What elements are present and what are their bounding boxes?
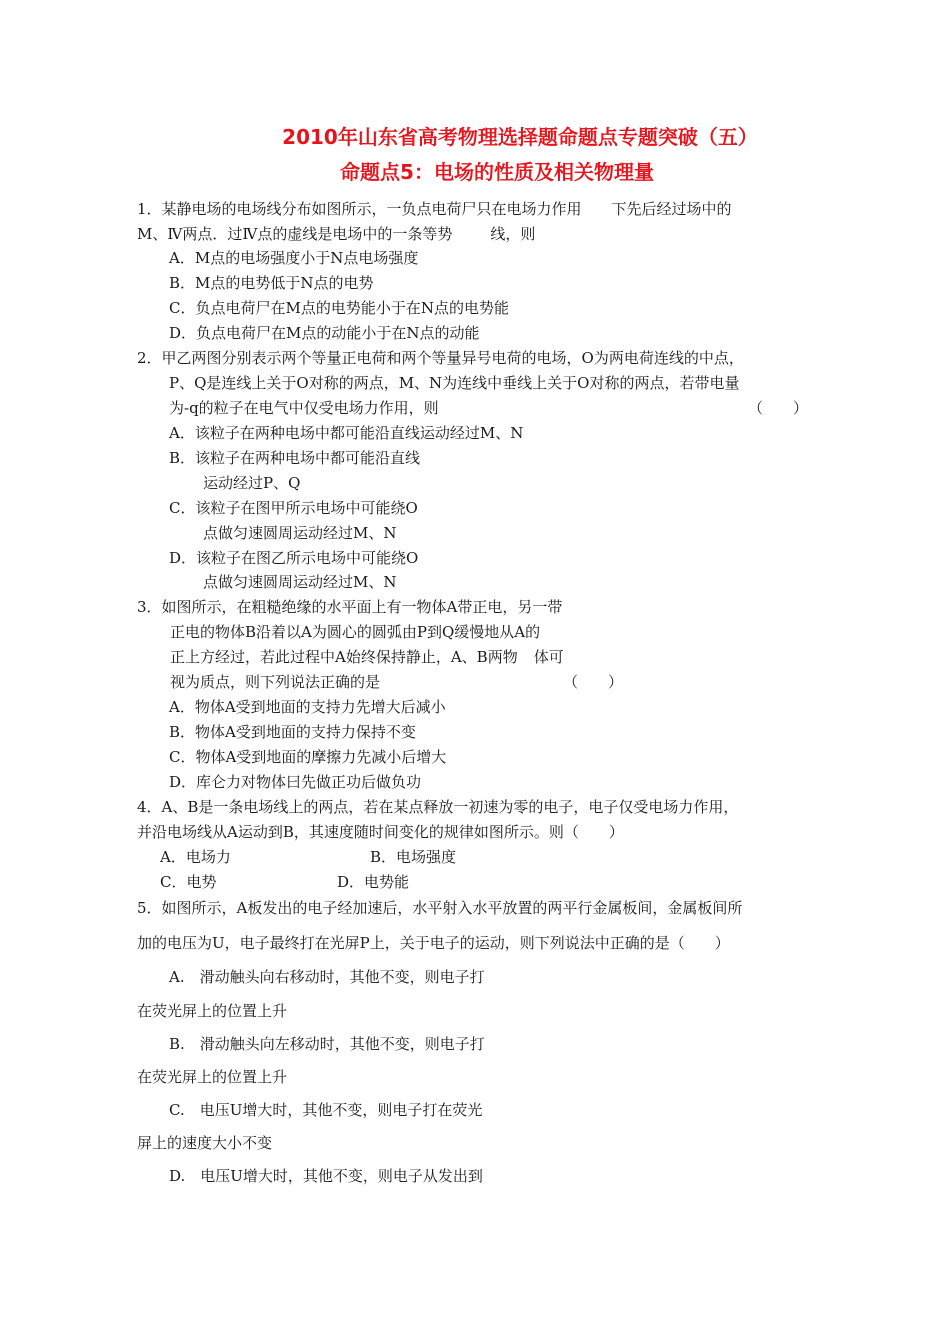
q4-option-a: A．电场力 — [160, 848, 231, 866]
q1-stem-part: 下先后经过场中的 — [611, 200, 732, 218]
q1-option-b: B．M点的电势低于N点的电势 — [169, 274, 374, 292]
q3-stem-line-4: 视为质点，则下列说法正确的是 — [170, 673, 381, 691]
page-subtitle: 命题点5：电场的性质及相关物理量 — [340, 160, 654, 184]
q2-option-a: A．该粒子在两种电场中都可能沿直线运动经过M、N — [169, 424, 524, 442]
q5-option-b-cont: 在荧光屏上的位置上升 — [137, 1068, 288, 1086]
page-title: 2010年山东省高考物理选择题命题点专题突破（五） — [282, 125, 758, 149]
q3-option-a: A．物体A受到地面的支持力先增大后减小 — [169, 698, 446, 716]
q1-option-a: A．M点的电场强度小于N点电场强度 — [169, 249, 419, 267]
q3-stem-line-2: 正电的物体B沿着以A为圆心的圆弧由P到Q缓慢地从A的 — [170, 623, 541, 641]
q3-stem-line-3 — [170, 647, 564, 667]
q5-option-b: B. 滑动触头向左移动时，其他不变，则电子打 — [169, 1035, 485, 1053]
q5-stem-line-1: 5．如图所示，A板发出的电子经加速后，水平射入水平放置的两平行金属板间，金属板间所 — [137, 899, 743, 917]
q3-option-c: C．物体A受到地面的摩擦力先减小后增大 — [169, 748, 447, 766]
q5-stem-line-2: 加的电压为U，电子最终打在光屏P上，关于电子的运动，则下列说法中正确的是（ ） — [137, 934, 730, 952]
q3-option-b: B．物体A受到地面的支持力保持不变 — [169, 723, 416, 741]
q2-stem-line-1: 2．甲乙两图分别表示两个等量正电荷和两个等量异号电荷的电场，O为两电荷连线的中点， — [137, 349, 744, 367]
q5-option-c-cont: 屏上的速度大小不变 — [137, 1134, 273, 1152]
q2-option-b-cont: 运动经过P、Q — [203, 474, 301, 492]
q5-option-c: C. 电压U增大时，其他不变，则电子打在荧光 — [169, 1101, 483, 1119]
q1-stem-line-1 — [137, 199, 732, 219]
q1-stem-part: 1．某静电场的电场线分布如图所示，一负点电荷尸只在电场力作用 — [137, 200, 582, 218]
q3-stem-part: 体可 — [533, 648, 564, 666]
q1-stem-part: 线，则 — [490, 225, 536, 243]
q2-option-c: C．该粒子在图甲所示电场中可能绕O — [169, 499, 418, 517]
q3-stem-part: 正上方经过，若此过程中A始终保持静止，A、B两物 — [170, 648, 518, 666]
q3-answer-paren: （ ） — [563, 673, 624, 691]
q2-option-d: D．该粒子在图乙所示电场中可能绕O — [169, 549, 419, 567]
q5-option-d: D. 电压U增大时，其他不变，则电子从发出到 — [169, 1167, 483, 1185]
q5-option-a: A. 滑动触头向右移动时，其他不变，则电子打 — [169, 968, 485, 986]
q2-stem-line-3: 为-q的粒子在电气中仅受电场力作用，则 — [169, 399, 439, 417]
q2-answer-paren: （ ） — [748, 399, 809, 417]
q4-option-b: B．电场强度 — [370, 848, 457, 866]
q1-stem-part: M、Ⅳ两点．过Ⅳ点的虚线是电场中的一条等势 — [137, 225, 453, 243]
q2-option-d-cont: 点做匀速圆周运动经过M、N — [203, 573, 397, 591]
q3-option-d: D．库仑力对物体曰先做正功后做负功 — [169, 773, 422, 791]
q4-option-d: D．电势能 — [337, 873, 410, 891]
q4-stem-line-1: 4．A、B是一条电场线上的两点，若在某点释放一初速为零的电子，电子仅受电场力作用， — [137, 798, 739, 816]
q2-stem-line-2: P、Q是连线上关于O对称的两点，M、N为连线中垂线上关于O对称的两点，若带电量 — [169, 374, 740, 392]
q3-stem-line-1: 3．如图所示，在粗糙绝缘的水平面上有一物体A带正电，另一带 — [137, 598, 563, 616]
q1-option-d: D．负点电荷尸在M点的动能小于在N点的动能 — [169, 324, 480, 342]
q2-option-b: B．该粒子在两种电场中都可能沿直线 — [169, 449, 421, 467]
q2-option-c-cont: 点做匀速圆周运动经过M、N — [203, 524, 397, 542]
q1-stem-line-2 — [137, 224, 535, 244]
q4-stem-line-2: 并沿电场线从A运动到B，其速度随时间变化的规律如图所示。则（ ） — [137, 823, 624, 841]
q4-option-c: C．电势 — [160, 873, 217, 891]
q5-option-a-cont: 在荧光屏上的位置上升 — [137, 1002, 288, 1020]
q1-option-c: C．负点电荷尸在M点的电势能小于在N点的电势能 — [169, 299, 509, 317]
